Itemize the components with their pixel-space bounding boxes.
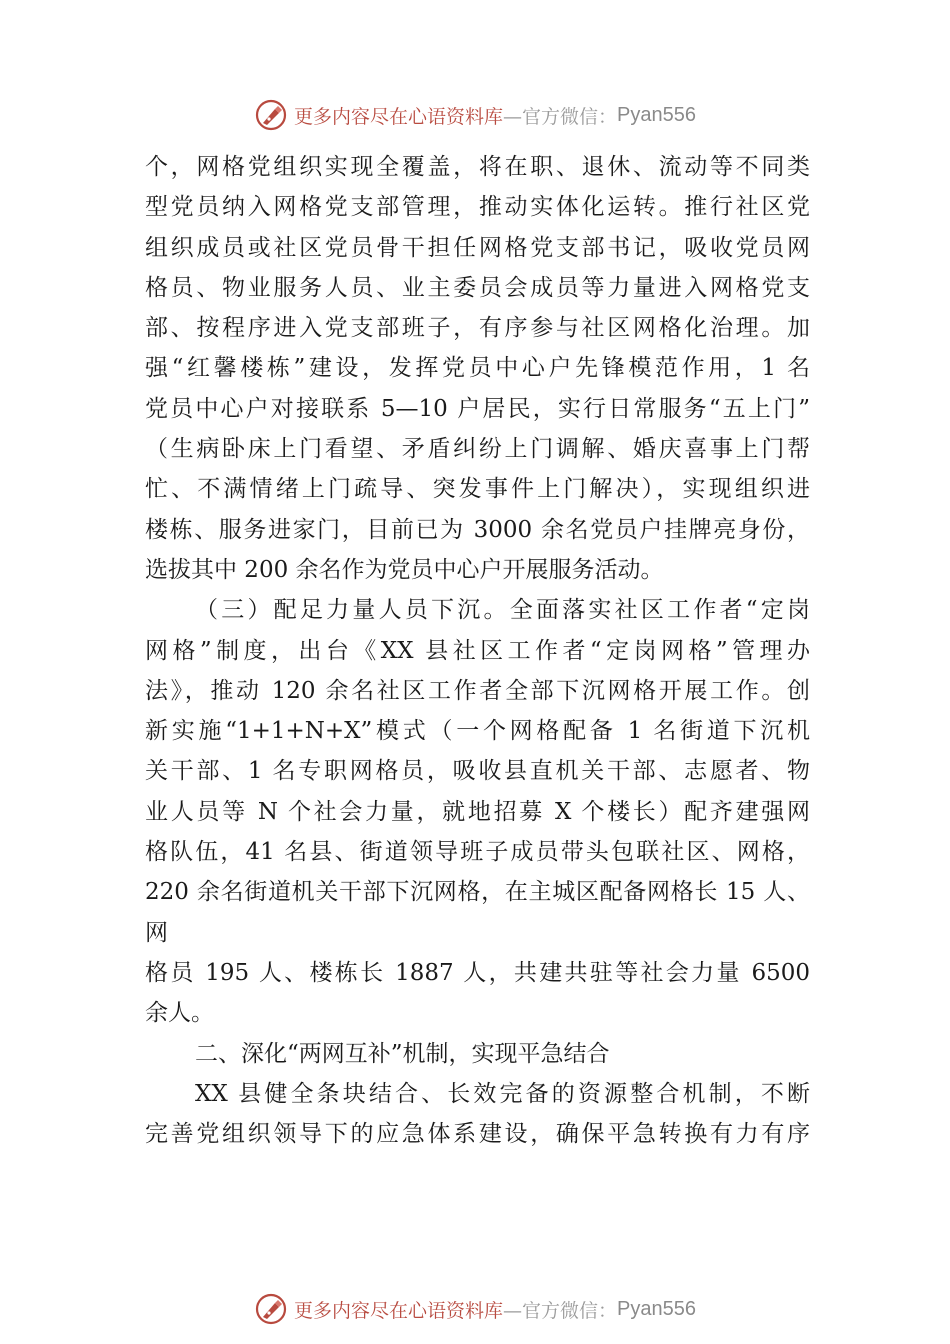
- body-line: 格员 195 人、楼栋长 1887 人，共建共驻等社会力量 6500: [145, 959, 810, 986]
- document-body: [145, 147, 810, 1154]
- body-line: 法》，推动 120 余名社区工作者全部下沉网格开展工作。创: [145, 677, 810, 704]
- body-line: 关干部、1 名专职网格员，吸收县直机关干部、志愿者、物: [145, 758, 810, 785]
- header-wechat-handle: Pyan556: [617, 103, 696, 126]
- body-line: 忙、不满情绪上门疏导、突发事件上门解决），实现组织进: [145, 476, 810, 503]
- pen-nib-logo-icon: [254, 98, 288, 132]
- body-line: 格队伍，41 名县、街道领导班子成员带头包联社区、网格，: [145, 839, 810, 866]
- footer-wechat-handle: Pyan556: [617, 1297, 696, 1320]
- body-line: （生病卧床上门看望、矛盾纠纷上门调解、婚庆喜事上门帮: [145, 436, 810, 463]
- body-line: 党员中心户对接联系 5—10 户居民，实行日常服务“五上门”: [145, 395, 810, 422]
- header-separator: —官方微信：: [503, 105, 618, 128]
- body-line: 个，网格党组织实现全覆盖，将在职、退休、流动等不同类: [145, 154, 810, 180]
- page-footer-banner: [0, 1289, 950, 1329]
- body-line: 网格”制度，出台《XX 县社区工作者“定岗网格”管理办: [145, 637, 810, 664]
- body-line: 组织成员或社区党员骨干担任网格党支部书记，吸收党员网: [145, 234, 810, 261]
- body-line: 新实施“1+1+N+X”模式（一个网格配备 1 名街道下沉机: [145, 718, 810, 745]
- section-heading-line: （三）配足力量人员下沉。全面落实社区工作者“定岗: [195, 597, 810, 624]
- page-header-banner: [0, 95, 950, 135]
- body-line: 强“红馨楼栋”建设，发挥党员中心户先锋模范作用，1 名: [145, 355, 810, 382]
- body-line: 型党员纳入网格党支部管理，推动实体化运转。推行社区党: [145, 194, 810, 221]
- body-line: 完善党组织领导下的应急体系建设，确保平急转换有力有序: [145, 1121, 810, 1148]
- section-heading-line: 二、深化“两网互补”机制，实现平急结合: [195, 1040, 610, 1067]
- body-line: 楼栋、服务进家门，目前已为 3000 余名党员户挂牌亮身份，: [145, 516, 810, 543]
- body-line: 余人。: [145, 1000, 214, 1027]
- footer-brand-text: 更多内容尽在心语资料库: [294, 1299, 504, 1322]
- body-line: 部、按程序进入党支部班子，有序参与社区网格化治理。加: [145, 315, 810, 342]
- body-line: 网: [145, 919, 168, 946]
- body-line: 选拔其中 200 余名作为党员中心户开展服务活动。: [145, 556, 664, 583]
- pen-nib-logo-icon: [254, 1292, 288, 1326]
- header-brand-text: 更多内容尽在心语资料库: [294, 105, 504, 128]
- footer-separator: —官方微信：: [503, 1299, 618, 1322]
- body-line: 格员、物业服务人员、业主委员会成员等力量进入网格党支: [145, 274, 810, 301]
- body-line: 220 余名街道机关干部下沉网格，在主城区配备网格长 15 人、: [145, 879, 810, 906]
- body-line: 业人员等 N 个社会力量，就地招募 X 个楼长）配齐建强网: [145, 798, 810, 825]
- body-line: XX 县健全条块结合、长效完备的资源整合机制，不断: [195, 1080, 810, 1107]
